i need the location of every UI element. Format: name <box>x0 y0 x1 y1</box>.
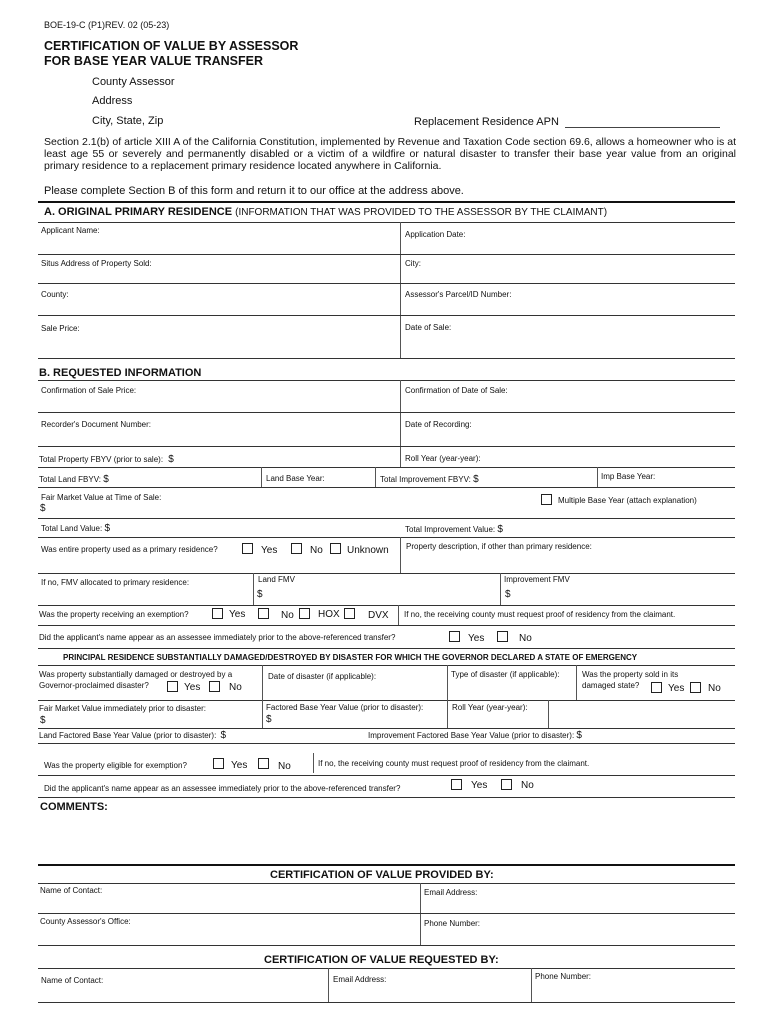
divider <box>38 254 735 255</box>
divider <box>38 537 735 538</box>
divider <box>38 968 735 969</box>
dollar-sign: $ <box>473 474 479 485</box>
dollar-sign: $ <box>505 589 511 600</box>
no-label: No <box>708 683 721 694</box>
divider <box>38 700 735 701</box>
instruction-text: Please complete Section B of this form and return it to our office at the address above. <box>44 185 464 197</box>
eligible-yes-checkbox[interactable] <box>213 758 224 769</box>
divider <box>38 665 735 666</box>
provided-email-label: Email Address: <box>424 888 478 897</box>
primary-residence-question: Was entire property used as a primary residence? <box>41 545 218 554</box>
replacement-apn-field[interactable] <box>565 127 720 128</box>
dollar-sign: $ <box>576 730 582 741</box>
exemption-note: If no, the receiving county must request proof of residency from the claimant. <box>404 610 676 619</box>
land-base-year-label: Land Base Year: <box>266 474 325 483</box>
yes-label: Yes <box>668 683 685 694</box>
sold-question-line-1: Was the property sold in its <box>582 670 679 679</box>
primary-no-checkbox[interactable] <box>291 543 302 554</box>
damaged-no-checkbox[interactable] <box>209 681 220 692</box>
property-description-label: Property description, if other than primary residence: <box>406 542 592 551</box>
county-label: County: <box>41 290 69 299</box>
damaged-question-line-2: Governor-proclaimed disaster? <box>39 681 149 690</box>
provided-phone-label: Phone Number: <box>424 919 481 928</box>
dvx-checkbox[interactable] <box>344 608 355 619</box>
total-imp-value-text: Total Improvement Value: <box>405 525 496 534</box>
divider <box>38 743 735 744</box>
yes-label: Yes <box>231 760 248 771</box>
yes-label: Yes <box>229 609 246 620</box>
divider <box>38 283 735 284</box>
yes-label: Yes <box>261 545 278 556</box>
divider <box>420 883 421 945</box>
divider <box>531 968 532 1002</box>
divider <box>313 753 314 773</box>
divider <box>400 380 401 467</box>
multiple-base-year-checkbox[interactable] <box>541 494 552 505</box>
divider <box>38 380 735 381</box>
dollar-sign: $ <box>497 524 503 535</box>
yes-label: Yes <box>471 780 488 791</box>
divider <box>38 864 735 866</box>
divider <box>38 518 735 519</box>
divider <box>262 700 263 728</box>
comments-label: COMMENTS: <box>40 801 108 813</box>
assessor-office-label: County Assessor's Office: <box>40 917 131 926</box>
divider <box>400 222 401 358</box>
disaster-assessee-yes-checkbox[interactable] <box>451 779 462 790</box>
divider <box>400 537 401 573</box>
city-state-zip-label: City, State, Zip <box>92 115 164 127</box>
exemption-no-checkbox[interactable] <box>258 608 269 619</box>
no-label: No <box>278 761 291 772</box>
hox-label: HOX <box>318 609 340 620</box>
dollar-sign: $ <box>104 523 111 534</box>
sold-question-line-2: damaged state? <box>582 681 640 690</box>
parcel-number-label: Assessor's Parcel/ID Number: <box>405 290 512 299</box>
address-label: Address <box>92 95 133 107</box>
improvement-fmv-label: Improvement FMV <box>504 575 570 584</box>
divider <box>262 665 263 700</box>
no-label: No <box>521 780 534 791</box>
disaster-heading: PRINCIPAL RESIDENCE SUBSTANTIALLY DAMAGED/DESTROYED BY DISASTER FOR WHICH THE GOVERNOR DECLARED A STATE OF EMERGENCY <box>63 653 638 662</box>
assessee-yes-checkbox[interactable] <box>449 631 460 642</box>
total-land-fbyv-label <box>39 474 109 485</box>
yes-label: Yes <box>468 633 485 644</box>
assessee-no-checkbox[interactable] <box>497 631 508 642</box>
primary-yes-checkbox[interactable] <box>242 543 253 554</box>
dollar-sign: $ <box>220 730 227 741</box>
divider <box>38 605 735 606</box>
exemption-yes-checkbox[interactable] <box>212 608 223 619</box>
divider <box>576 665 577 700</box>
divider <box>38 648 735 649</box>
exemption-question: Was the property receiving an exemption? <box>39 610 189 619</box>
requested-phone-label: Phone Number: <box>535 972 592 981</box>
divider <box>38 625 735 626</box>
intro-paragraph: Section 2.1(b) of article XIII A of the California Constitution, implemented by Revenue and Taxation Code section 69.6, allows a homeowner who is at least age 55 or severely and permanently disabled or a victim of a wildfire or natural disaster to transfer their base year value from an original primary residence to a replacement primary residence located anywhere in California. <box>44 136 736 172</box>
divider <box>38 467 735 468</box>
total-land-value-text: Total Land Value: <box>41 524 103 533</box>
divider <box>447 700 448 728</box>
city-label: City: <box>405 259 421 268</box>
imp-base-year-label: Imp Base Year: <box>601 472 656 481</box>
damaged-yes-checkbox[interactable] <box>167 681 178 692</box>
dollar-sign: $ <box>40 715 46 726</box>
hox-checkbox[interactable] <box>299 608 310 619</box>
total-land-fbyv-text: Total Land FBYV: <box>39 475 101 484</box>
no-label: No <box>281 610 294 621</box>
divider <box>38 201 735 203</box>
dvx-label: DVX <box>368 610 389 621</box>
county-assessor-label: County Assessor <box>92 76 175 88</box>
divider <box>38 883 735 884</box>
total-imp-fbyv-text: Total Improvement FBYV: <box>380 475 471 484</box>
application-date-label: Application Date: <box>405 230 466 239</box>
divider <box>38 446 735 447</box>
eligible-note: If no, the receiving county must request proof of residency from the claimant. <box>318 759 590 768</box>
dollar-sign: $ <box>266 714 272 725</box>
sold-no-checkbox[interactable] <box>690 682 701 693</box>
divider <box>38 573 735 574</box>
requested-name-contact-label: Name of Contact: <box>41 976 104 985</box>
divider <box>38 945 735 946</box>
date-recording-label: Date of Recording: <box>405 420 472 429</box>
divider <box>447 665 448 700</box>
section-a-heading <box>44 206 607 218</box>
disaster-assessee-question: Did the applicant's name appear as an assessee immediately prior to the above-referenced transfer? <box>44 784 401 793</box>
disaster-assessee-no-checkbox[interactable] <box>501 779 512 790</box>
confirm-date-sale-label: Confirmation of Date of Sale: <box>405 386 508 395</box>
total-fbyv-label <box>39 454 174 465</box>
divider <box>38 913 735 914</box>
dollar-sign: $ <box>40 503 46 514</box>
divider <box>38 412 735 413</box>
eligible-question: Was the property eligible for exemption? <box>44 761 187 770</box>
yes-label: Yes <box>184 682 201 693</box>
divider <box>328 968 329 1002</box>
fmv-time-sale-label: Fair Market Value at Time of Sale: <box>41 493 162 502</box>
fmv-prior-label: Fair Market Value immediately prior to disaster: <box>39 704 207 713</box>
date-disaster-label: Date of disaster (if applicable): <box>268 672 377 681</box>
date-of-sale-label: Date of Sale: <box>405 323 452 332</box>
applicant-name-label: Applicant Name: <box>41 226 100 235</box>
form-id: BOE-19-C (P1)REV. 02 (05-23) <box>44 20 170 30</box>
land-factored-label <box>39 730 226 741</box>
divider <box>38 775 735 776</box>
sold-yes-checkbox[interactable] <box>651 682 662 693</box>
requested-by-heading: CERTIFICATION OF VALUE REQUESTED BY: <box>264 954 499 966</box>
roll-year-label: Roll Year (year-year): <box>405 454 481 463</box>
section-b-heading: B. REQUESTED INFORMATION <box>39 367 202 379</box>
provided-name-contact-label: Name of Contact: <box>40 886 103 895</box>
eligible-no-checkbox[interactable] <box>258 758 269 769</box>
divider <box>38 315 735 316</box>
primary-unknown-checkbox[interactable] <box>330 543 341 554</box>
divider <box>597 467 598 487</box>
divider <box>38 222 735 223</box>
divider <box>253 573 254 605</box>
no-label: No <box>229 682 242 693</box>
type-disaster-label: Type of disaster (if applicable): <box>451 670 560 679</box>
comments-area[interactable] <box>38 815 735 863</box>
damaged-question-line-1: Was property substantially damaged or destroyed by a <box>39 670 233 679</box>
divider <box>38 487 735 488</box>
no-label: No <box>519 633 532 644</box>
divider <box>548 700 549 728</box>
disaster-roll-year-label: Roll Year (year-year): <box>452 703 528 712</box>
total-fbyv-text: Total Property FBYV (prior to sale): <box>39 455 164 464</box>
form-title-line-2: FOR BASE YEAR VALUE TRANSFER <box>44 54 264 68</box>
total-imp-fbyv-label <box>380 474 479 485</box>
dollar-sign: $ <box>168 454 174 465</box>
section-a-note: (INFORMATION THAT WAS PROVIDED TO THE ASSESSOR BY THE CLAIMANT) <box>235 207 608 218</box>
multiple-base-year-label: Multiple Base Year (attach explanation) <box>558 496 697 505</box>
no-label: No <box>310 545 323 556</box>
divider <box>38 728 735 729</box>
land-fmv-label: Land FMV <box>258 575 295 584</box>
divider <box>261 467 262 487</box>
assessee-question: Did the applicant's name appear as an assessee immediately prior to the above-referenced transfer? <box>39 633 396 642</box>
total-land-value-label <box>41 523 110 534</box>
replacement-apn-label: Replacement Residence APN <box>414 116 559 128</box>
unknown-label: Unknown <box>347 545 389 556</box>
divider <box>500 573 501 605</box>
requested-email-label: Email Address: <box>333 975 387 984</box>
imp-factored-text: Improvement Factored Base Year Value (prior to disaster): <box>368 731 575 740</box>
divider <box>38 358 735 359</box>
confirm-sale-price-label: Confirmation of Sale Price: <box>41 386 137 395</box>
provided-by-heading: CERTIFICATION OF VALUE PROVIDED BY: <box>270 869 494 881</box>
sale-price-label: Sale Price: <box>41 324 80 333</box>
land-factored-text: Land Factored Base Year Value (prior to disaster): <box>39 731 217 740</box>
factored-prior-label: Factored Base Year Value (prior to disaster): <box>266 703 424 712</box>
divider <box>375 467 376 487</box>
fmv-allocated-label: If no, FMV allocated to primary residence: <box>41 578 190 587</box>
section-a-title: A. ORIGINAL PRIMARY RESIDENCE <box>44 206 233 218</box>
divider <box>38 1002 735 1003</box>
imp-factored-label <box>368 730 582 741</box>
dollar-sign: $ <box>103 474 109 485</box>
divider <box>398 605 399 625</box>
total-imp-value-label <box>405 524 503 535</box>
recorder-document-label: Recorder's Document Number: <box>41 420 152 429</box>
divider <box>38 797 735 798</box>
situs-address-label: Situs Address of Property Sold: <box>41 259 152 268</box>
form-title-line-1: CERTIFICATION OF VALUE BY ASSESSOR <box>44 39 299 53</box>
dollar-sign: $ <box>257 589 263 600</box>
